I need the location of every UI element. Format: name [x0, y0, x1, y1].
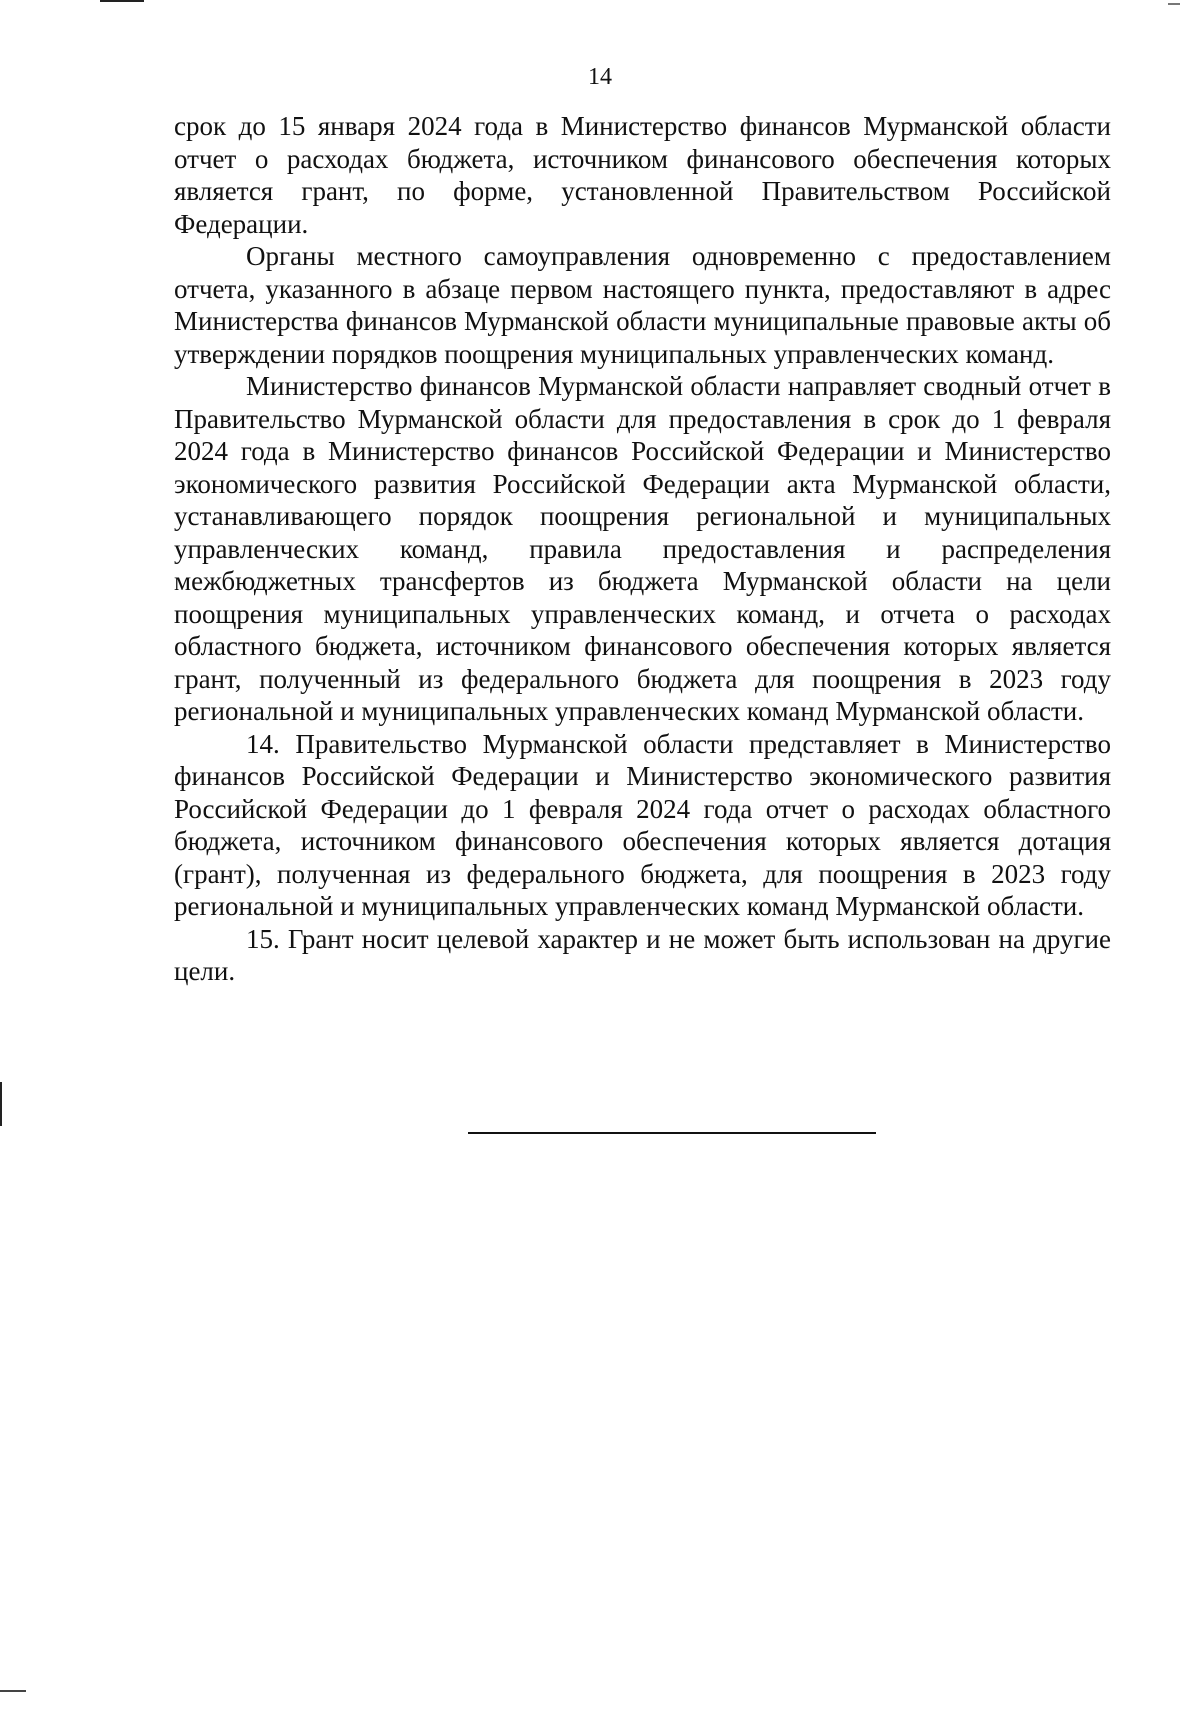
document-body	[174, 110, 1111, 988]
scan-artifact	[100, 0, 144, 2]
paragraph: Министерство финансов Мурманской области направляет сводный отчет в Правительство Мурманской области для предоставления в срок до 1 февраля 2024 года в Министерство финансов Российской Федерации и Министерство экономического развития Российской Федерации акта Мурманской области, устанавливающего порядок поощрения региональной и муниципальных управленческих команд, правила предоставления и распределения межбюджетных трансфертов из бюджета Мурманской области на цели поощрения муниципальных управленческих команд, и отчета о расходах областного бюджета, источником финансового обеспечения которых является грант, полученный из федерального бюджета для поощрения в 2023 году региональной и муниципальных управленческих команд Мурманской области.	[174, 371, 1111, 726]
paragraph-continuation: срок до 15 января 2024 года в Министерство финансов Мурманской области отчет о расходах бюджета, источником финансового обеспечения которых является грант, по форме, установленной Правительством Российской Федерации.	[174, 111, 1111, 239]
page-number: 14	[588, 64, 612, 90]
paragraph-item-15: 15. Грант носит целевой характер и не может быть использован на другие цели.	[174, 923, 1111, 986]
end-separator-line	[468, 1132, 876, 1134]
scan-artifact	[0, 1082, 2, 1126]
scan-artifact	[0, 1690, 26, 1692]
paragraph-item-14: 14. Правительство Мурманской области представляет в Министерство финансов Российской Федерации и Министерство экономического развития Российской Федерации до 1 февраля 2024 года отчет о расходах областного бюджета, источником финансового обеспечения которых является дотация (грант), полученная из федерального бюджета, для поощрения в 2023 году региональной и муниципальных управленческих команд Мурманской области.	[174, 728, 1111, 921]
paragraph: Органы местного самоуправления одновременно с предоставлением отчета, указанного в абзаце первом настоящего пункта, предоставляют в адрес Министерства финансов Мурманской области муниципальные правовые акты об утверждении порядков поощрения муниципальных управленческих команд.	[174, 241, 1111, 369]
scan-artifact	[1168, 3, 1180, 5]
